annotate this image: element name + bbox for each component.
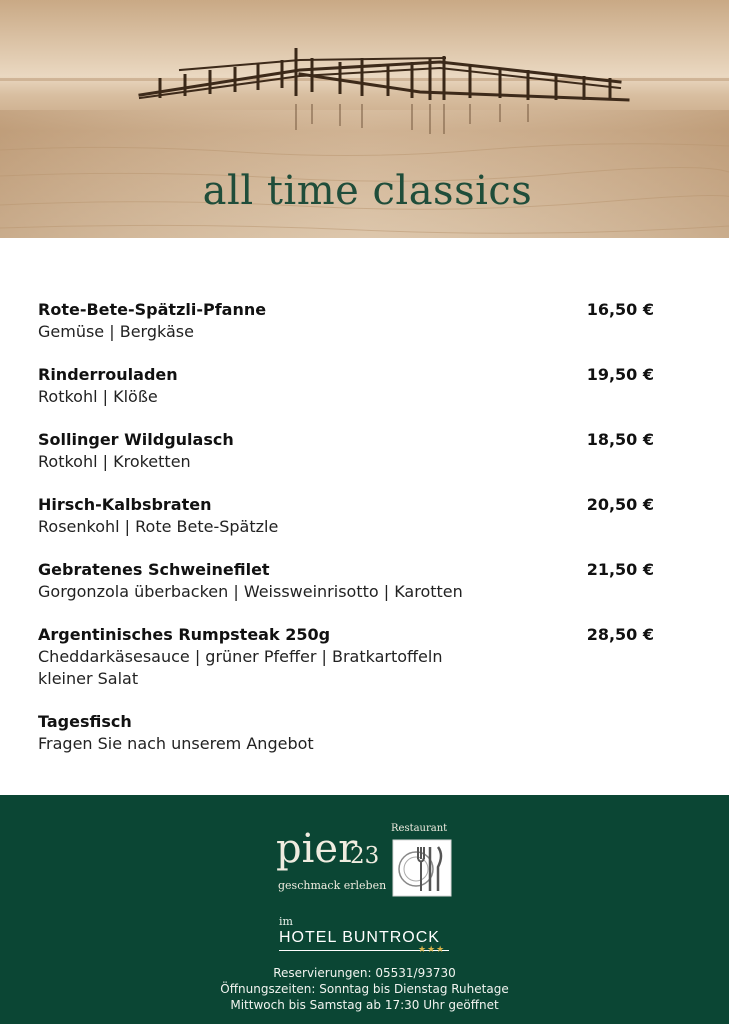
dish-description: Gemüse | Bergkäse [38,322,194,341]
logo-restaurant-label: Restaurant [391,823,448,834]
dish-price: 18,50 € [586,430,654,449]
dish-price: 16,50 € [586,300,654,319]
header-photo [0,0,729,238]
dish-description: Rotkohl | Klöße [38,387,158,406]
dish-name: Gebratenes Schweinefilet [38,560,270,579]
hotel-name: HOTEL BUNTROCK [279,929,440,946]
menu-item [38,559,658,603]
menu-list [38,299,658,776]
menu-item [38,364,658,408]
dish-price: 28,50 € [586,625,654,644]
reservation-text: Reservierungen: 05531/93730 [273,966,456,980]
dish-description-line2: kleiner Salat [38,669,139,688]
dish-name: Rote-Bete-Spätzli-Pfanne [38,300,267,319]
menu-item [38,494,658,538]
dish-name: Sollinger Wildgulasch [38,430,234,449]
dish-name: Hirsch-Kalbsbraten [38,495,212,514]
dish-name: Argentinisches Rumpsteak 250g [38,625,331,644]
dish-price: 20,50 € [586,495,654,514]
dish-price: 19,50 € [586,365,654,384]
dish-description: Fragen Sie nach unserem Angebot [38,734,314,753]
dish-price: 21,50 € [586,560,654,579]
restaurant-logo [276,825,456,897]
cutlery-icon [392,839,452,897]
contact-info [0,965,729,1013]
dish-description: Gorgonzola überbacken | Weissweinrisotto | Karotten [38,582,463,601]
menu-item [38,711,658,755]
menu-item [38,299,658,343]
menu-item [38,429,658,473]
im-label: im [279,915,293,928]
hotel-stars: ★★★ [418,945,446,955]
opening-hours-line1: Öffnungszeiten: Sonntag bis Dienstag Ruhetage [220,982,509,996]
dish-description: Rosenkohl | Rote Bete-Spätzle [38,517,279,536]
opening-hours-line2: Mittwoch bis Samstag ab 17:30 Uhr geöffnet [230,998,499,1012]
dish-description: Cheddarkäsesauce | grüner Pfeffer | Bratkartoffeln [38,647,443,666]
logo-number: 23 [350,843,380,869]
dish-name: Tagesfisch [38,712,132,731]
dish-description: Rotkohl | Kroketten [38,452,191,471]
logo-tagline: geschmack erleben [278,879,387,892]
page-title: all time classics [202,168,533,214]
logo-pier-text: pier [276,826,358,872]
dish-name: Rinderrouladen [38,365,178,384]
footer [0,795,729,1024]
menu-item [38,624,658,690]
